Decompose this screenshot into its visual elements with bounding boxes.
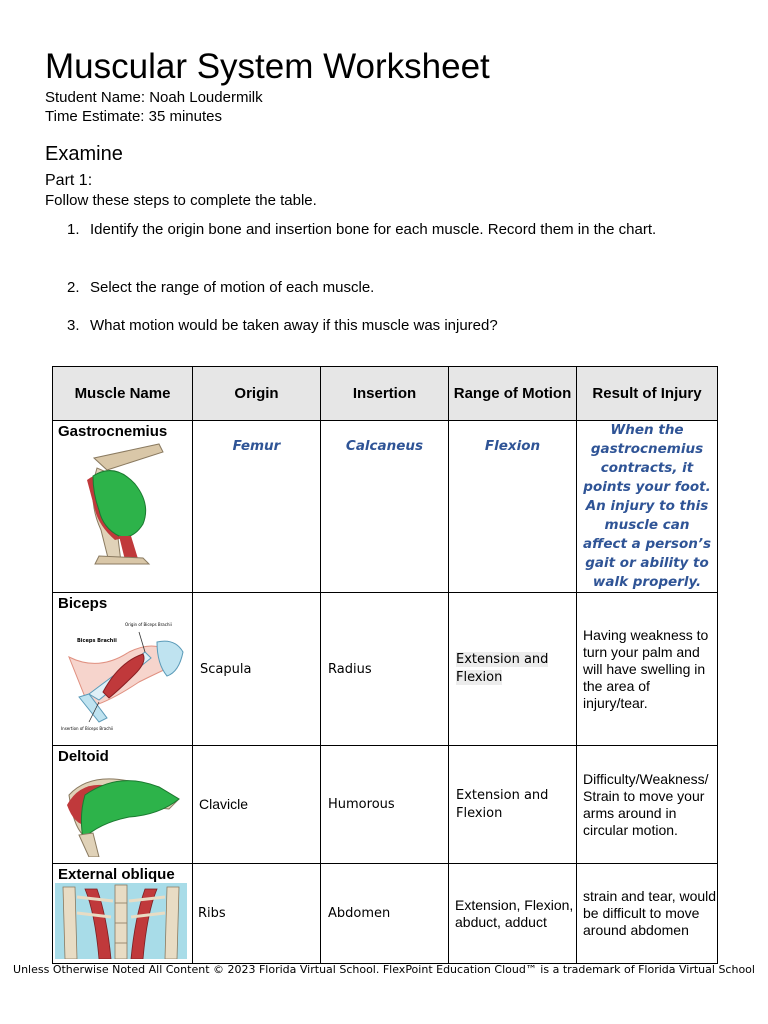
- header-range: Range of Motion: [449, 367, 577, 421]
- insertion-cell: Abdomen: [321, 864, 449, 964]
- range-cell: Extension, Flexion, abduct, adduct: [449, 864, 577, 964]
- header-insertion: Insertion: [321, 367, 449, 421]
- diagram-label-biceps-brachii: Biceps Brachii: [77, 638, 117, 644]
- step-item: 2. Select the range of motion of each muscle.: [67, 279, 375, 296]
- insertion-cell: Radius: [321, 593, 449, 746]
- origin-cell: Ribs: [193, 864, 321, 964]
- range-cell: [449, 746, 577, 864]
- header-origin: Origin: [193, 367, 321, 421]
- table-row: [53, 746, 718, 864]
- muscle-table: [52, 366, 718, 964]
- external-oblique-image: [55, 883, 187, 959]
- header-muscle-name: Muscle Name: [53, 367, 193, 421]
- origin-cell: Femur: [193, 421, 321, 593]
- instructions: Follow these steps to complete the table.: [45, 192, 317, 209]
- origin-cell: Clavicle: [193, 746, 321, 864]
- gastrocnemius-image: [59, 440, 187, 568]
- muscle-cell: [53, 421, 193, 593]
- origin-cell: Scapula: [193, 593, 321, 746]
- insertion-cell: Humorous: [321, 746, 449, 864]
- range-cell: Flexion: [449, 421, 577, 593]
- student-name: Student Name: Noah Loudermilk: [45, 89, 263, 106]
- muscle-name: External oblique: [58, 866, 175, 883]
- table-header-row: [53, 367, 718, 421]
- table-row: [53, 593, 718, 746]
- insertion-cell: Calcaneus: [321, 421, 449, 593]
- footer: Unless Otherwise Noted All Content © 2023 Florida Virtual School. FlexPoint Education Cloud™ is a trademark of Florida Virtual School: [13, 963, 755, 976]
- muscle-name: Deltoid: [58, 748, 109, 765]
- biceps-diagram-image: [59, 612, 187, 742]
- injury-cell: strain and tear, would be difficult to move around abdomen: [577, 864, 718, 964]
- diagram-label-origin: Origin of Biceps Brachii: [125, 622, 172, 627]
- muscle-name: Gastrocnemius: [58, 423, 168, 440]
- step-item: 1. Identify the origin bone and insertion bone for each muscle. Record them in the chart.: [67, 221, 657, 238]
- part-label: Part 1:: [45, 172, 93, 189]
- page-title: Muscular System Worksheet: [45, 47, 490, 86]
- time-estimate: Time Estimate: 35 minutes: [45, 108, 223, 125]
- muscle-name: Biceps: [58, 595, 108, 612]
- step-item: 3. What motion would be taken away if this muscle was injured?: [67, 317, 498, 334]
- table-row: [53, 864, 718, 964]
- muscle-cell: [53, 864, 193, 964]
- deltoid-image: [59, 765, 187, 857]
- diagram-label-insertion: Insertion of Biceps Brachii: [61, 726, 114, 731]
- injury-cell: Having weakness to turn your palm and will have swelling in the area of injury/tear.: [577, 593, 718, 746]
- header-injury: Result of Injury: [577, 367, 718, 421]
- range-line: Extension and: [456, 787, 549, 803]
- injury-cell: Difficulty/Weakness/ Strain to move your arms around in circular motion.: [577, 746, 718, 864]
- section-heading: Examine: [45, 143, 123, 165]
- range-line: Flexion: [456, 805, 503, 821]
- range-line: Extension and: [456, 652, 549, 667]
- table-row: [53, 421, 718, 593]
- muscle-cell: [53, 593, 193, 746]
- range-cell: [449, 593, 577, 746]
- muscle-cell: [53, 746, 193, 864]
- injury-cell: When the gastrocnemius contracts, it points your foot. An injury to this muscle can affect a person’s gait or ability to walk properly.: [577, 421, 718, 593]
- range-line: Flexion: [456, 670, 503, 685]
